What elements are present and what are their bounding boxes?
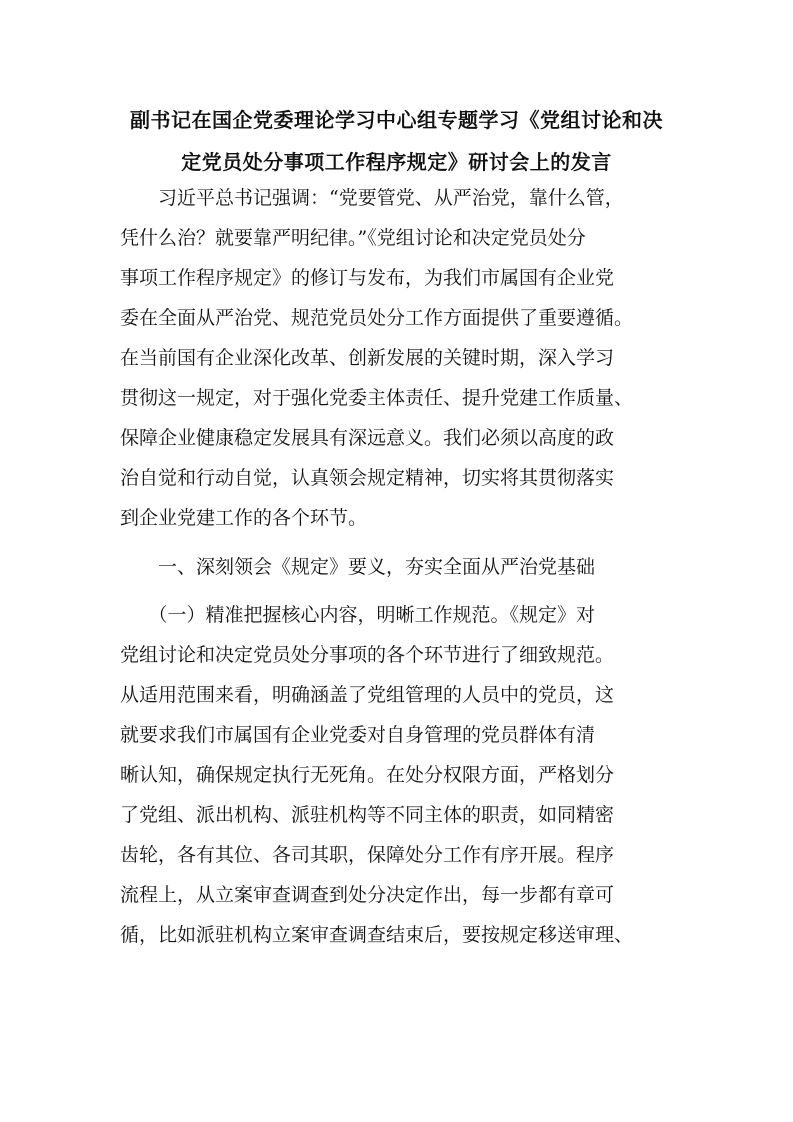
paragraph-line: 晰认知，确保规定执行无死角。在处分权限方面，严格划分 <box>120 764 615 786</box>
paragraph-line: 党组讨论和决定党员处分事项的各个环节进行了细致规范。 <box>120 644 615 666</box>
paragraph-line: 凭什么治？就要靠严明纪律。”《党组讨论和决定党员处分 <box>120 227 586 249</box>
document-title-line-1: 副书记在国企党委理论学习中心组专题学习《党组讨论和决 <box>130 108 663 132</box>
paragraph-line: 在当前国有企业深化改革、创新发展的关键时期，深入学习 <box>120 347 615 369</box>
paragraph-line: 委在全面从严治党、规范党员处分工作方面提供了重要遵循。 <box>120 307 634 329</box>
paragraph-line: （一）精准把握核心内容，明晰工作规范。《规定》对 <box>120 604 596 626</box>
paragraph-line: 贯彻这一规定，对于强化党委主体责任、提升党建工作质量、 <box>120 387 634 409</box>
document-title-line-2: 定党员处分事项工作程序规定》研讨会上的发言 <box>181 150 612 174</box>
paragraph-line: 事项工作程序规定》的修订与发布，为我们市属国有企业党 <box>120 267 615 289</box>
paragraph-line: 齿轮，各有其位、各司其职，保障处分工作有序开展。程序 <box>120 844 615 866</box>
section-heading: 一、深刻领会《规定》要义，夯实全面从严治党基础 <box>120 556 596 578</box>
paragraph-line: 了党组、派出机构、派驻机构等不同主体的职责，如同精密 <box>120 804 615 826</box>
paragraph-line: 保障企业健康稳定发展具有深远意义。我们必须以高度的政 <box>120 427 615 449</box>
paragraph-line: 到企业党建工作的各个环节。 <box>120 507 368 529</box>
paragraph-line: 习近平总书记强调：“党要管党、从严治党，靠什么管， <box>120 187 624 209</box>
paragraph-line: 就要求我们市属国有企业党委对自身管理的党员群体有清 <box>120 724 596 746</box>
paragraph-line: 从适用范围来看，明确涵盖了党组管理的人员中的党员，这 <box>120 684 615 706</box>
paragraph-line: 治自觉和行动自觉，认真领会规定精神，切实将其贯彻落实 <box>120 467 615 489</box>
paragraph-line: 流程上，从立案审查调查到处分决定作出，每一步都有章可 <box>120 884 615 906</box>
paragraph-line: 循，比如派驻机构立案审查调查结束后，要按规定移送审理、 <box>120 924 634 946</box>
